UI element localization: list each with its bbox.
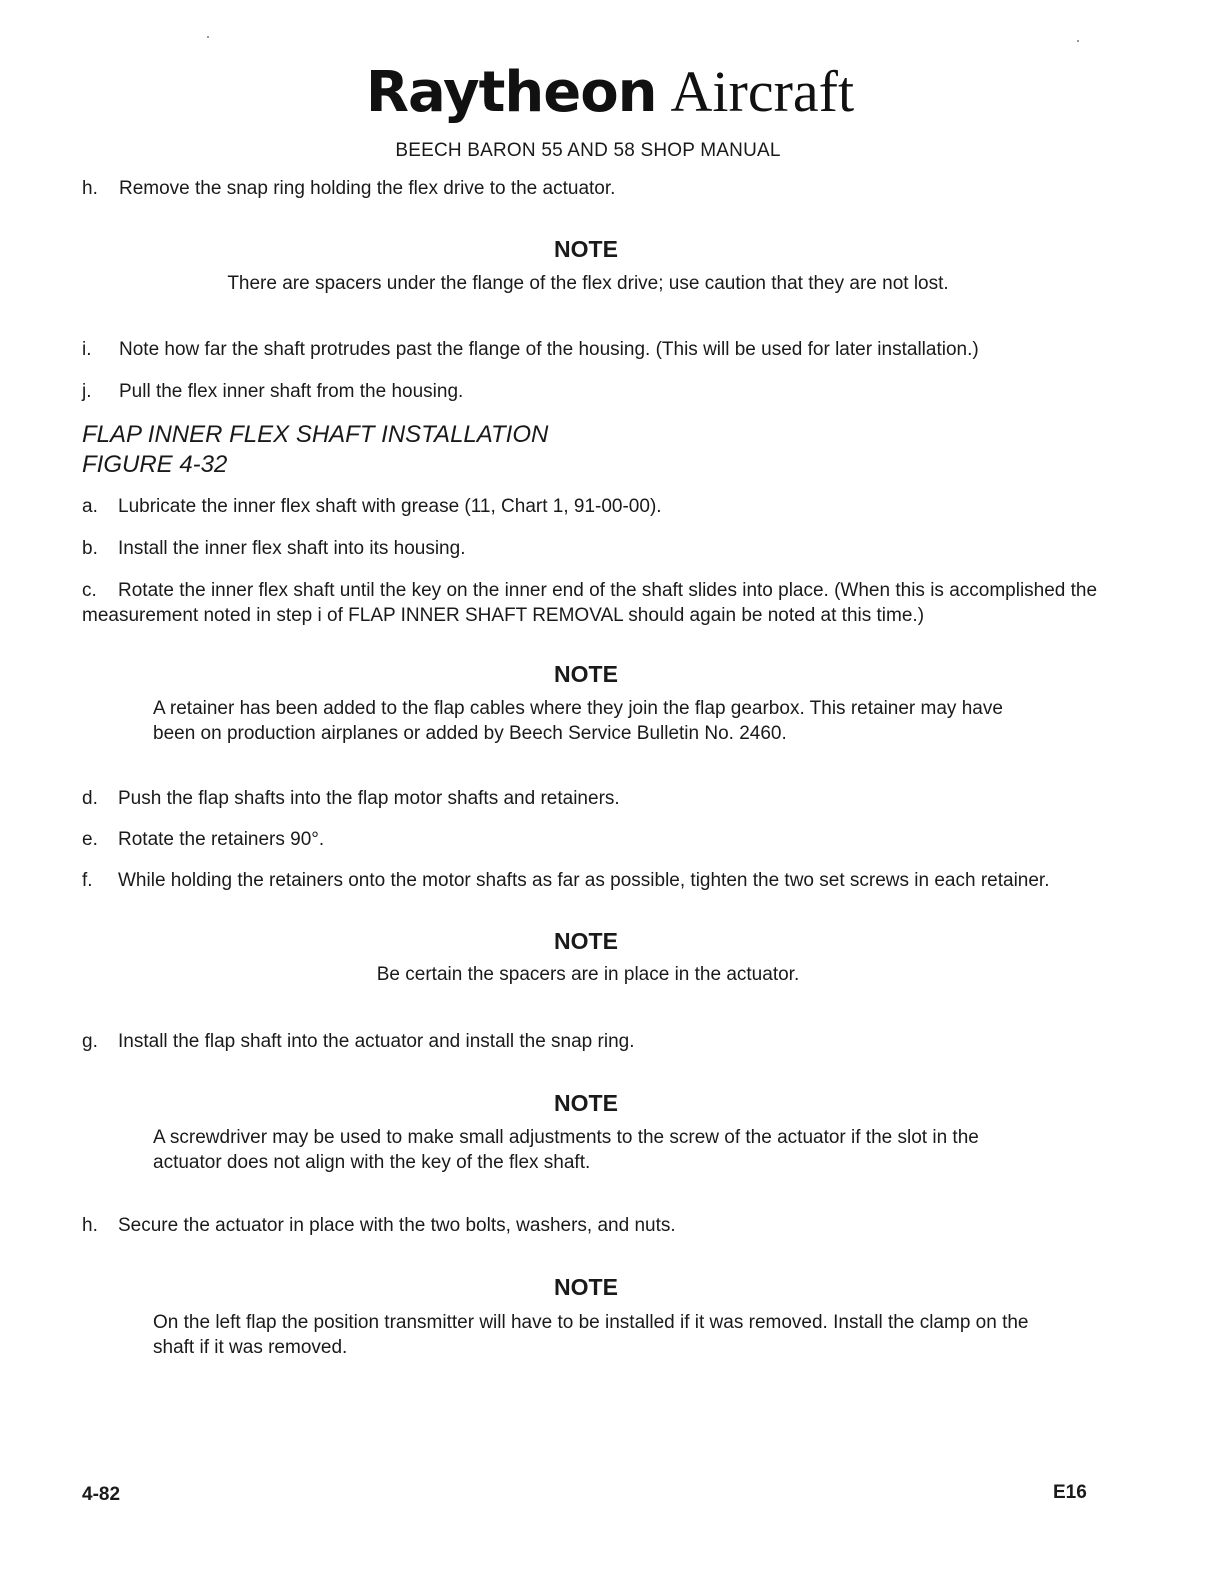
note-heading: NOTE xyxy=(554,661,618,687)
step-label: a. xyxy=(82,496,98,517)
section-title: FLAP INNER FLEX SHAFT INSTALLATION xyxy=(82,421,549,448)
step-label: d. xyxy=(82,788,98,809)
note-heading: NOTE xyxy=(554,1090,618,1116)
scan-speck xyxy=(1077,40,1079,42)
company-logo xyxy=(0,58,1220,125)
step-text: Lubricate the inner flex shaft with grease (11, Chart 1, 91-00-00). xyxy=(118,496,662,517)
step-label: g. xyxy=(82,1031,98,1052)
section-heading xyxy=(82,420,548,480)
list-item xyxy=(82,578,1102,628)
note-heading: NOTE xyxy=(554,1274,618,1300)
note-text: There are spacers under the flange of the flex drive; use caution that they are not lost. xyxy=(227,273,949,294)
note-text: Be certain the spacers are in place in the actuator. xyxy=(376,964,800,985)
note-text: A retainer has been added to the flap cables where they join the flap gearbox. This retainer may have been on production airplanes or added by Beech Service Bulletin No. 2460. xyxy=(153,698,1003,744)
logo-word: Aircraft xyxy=(670,59,855,124)
step-text: Install the flap shaft into the actuator and install the snap ring. xyxy=(118,1031,635,1052)
revision-code: E16 xyxy=(1053,1482,1087,1503)
step-label: j. xyxy=(82,381,92,402)
step-label: e. xyxy=(82,829,98,850)
figure-reference: FIGURE 4-32 xyxy=(82,451,228,478)
step-label: b. xyxy=(82,538,98,559)
step-text: While holding the retainers onto the motor shafts as far as possible, tighten the two set screws in each retainer. xyxy=(118,870,1050,891)
logo-brand: Raytheon xyxy=(365,60,657,125)
scan-speck xyxy=(207,36,209,38)
step-label: c. xyxy=(82,580,97,601)
step-text: Rotate the retainers 90°. xyxy=(118,829,325,850)
page-number: 4-82 xyxy=(82,1484,121,1505)
step-text: Note how far the shaft protrudes past the flange of the housing. (This will be used for later installation.) xyxy=(119,339,979,360)
note-text: On the left flap the position transmitter will have to be installed if it was removed. Install the clamp on the shaft if it was removed. xyxy=(153,1312,1029,1358)
step-text: Rotate the inner flex shaft until the key on the inner end of the shaft slides into place. (When this is accomplished the measurement noted in step i of FLAP INNER SHAFT REMOVAL should again be noted at this time.) xyxy=(82,580,1098,626)
step-text: Pull the flex inner shaft from the housing. xyxy=(119,381,464,402)
note-text: A screwdriver may be used to make small adjustments to the screw of the actuator if the slot in the actuator does not align with the key of the flex shaft. xyxy=(153,1127,979,1173)
note-heading: NOTE xyxy=(554,236,618,262)
step-label: h. xyxy=(82,178,98,199)
note-heading: NOTE xyxy=(554,928,618,954)
manual-title: BEECH BARON 55 AND 58 SHOP MANUAL xyxy=(395,140,781,161)
step-text: Secure the actuator in place with the two bolts, washers, and nuts. xyxy=(118,1215,676,1236)
step-text: Push the flap shafts into the flap motor shafts and retainers. xyxy=(118,788,620,809)
step-text: Install the inner flex shaft into its housing. xyxy=(118,538,466,559)
step-label: i. xyxy=(82,339,92,360)
step-label: f. xyxy=(82,870,93,891)
step-text: Remove the snap ring holding the flex drive to the actuator. xyxy=(119,178,616,199)
step-label: h. xyxy=(82,1215,98,1236)
